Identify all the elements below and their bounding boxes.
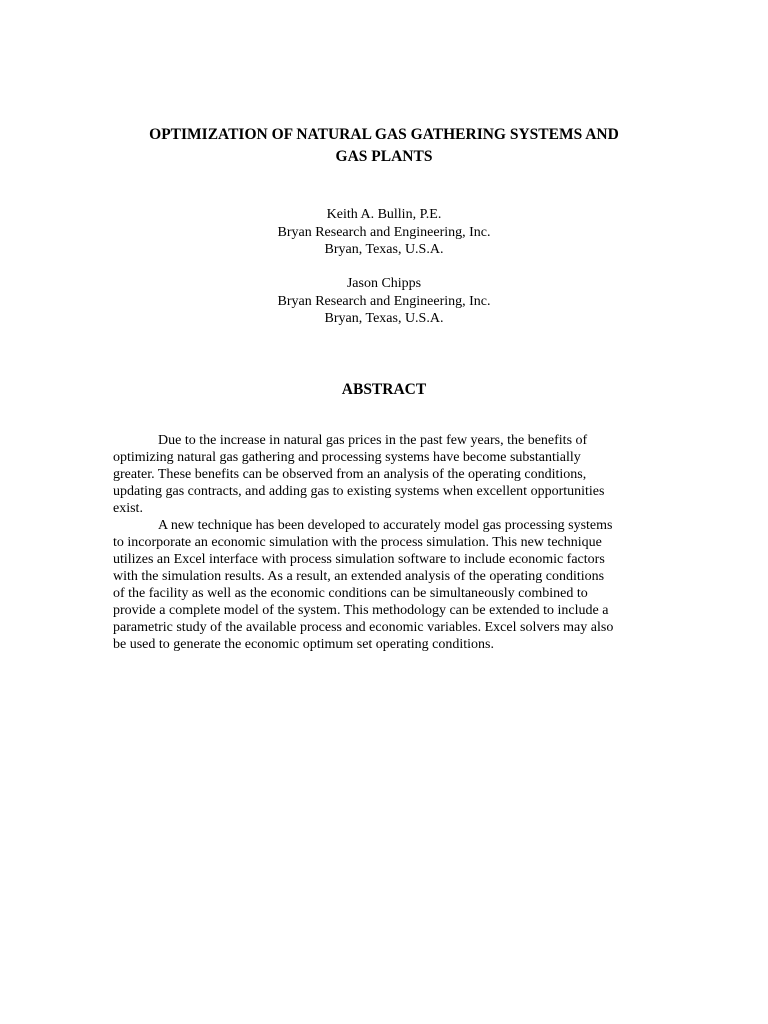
abstract-line: utilizes an Excel interface with process simulation software to include economic factors [113, 552, 605, 567]
abstract-line: exist. [113, 501, 143, 516]
paper-title-line: GAS PLANTS [335, 148, 433, 165]
abstract-line: parametric study of the available process and economic variables. Excel solvers may also [113, 620, 614, 635]
author-location: Bryan, Texas, U.S.A. [324, 242, 444, 257]
abstract-line: Due to the increase in natural gas prices in the past few years, the benefits of [158, 433, 588, 448]
paper-title-line: OPTIMIZATION OF NATURAL GAS GATHERING SYSTEMS AND [149, 126, 619, 143]
author-name: Keith A. Bullin, P.E. [326, 207, 442, 222]
author-affiliation: Bryan Research and Engineering, Inc. [277, 224, 491, 240]
author-block-1 [100, 206, 668, 259]
author-affiliation: Bryan Research and Engineering, Inc. [277, 293, 491, 309]
abstract-line: optimizing natural gas gathering and processing systems have become substantially [113, 450, 581, 465]
author-name: Jason Chipps [346, 276, 422, 291]
abstract-line: greater. These benefits can be observed from an analysis of the operating conditions, [113, 467, 587, 482]
abstract-line: to incorporate an economic simulation with the process simulation. This new technique [113, 535, 602, 550]
abstract-line: be used to generate the economic optimum set operating conditions. [113, 637, 495, 652]
author-location: Bryan, Texas, U.S.A. [324, 311, 444, 326]
author-block-2 [100, 275, 668, 328]
paper-title [100, 124, 668, 168]
abstract-line: updating gas contracts, and adding gas to existing systems when excellent opportunities [113, 484, 605, 499]
abstract-body [113, 432, 673, 653]
abstract-line: provide a complete model of the system. This methodology can be extended to include a [113, 603, 609, 618]
abstract-line: with the simulation results. As a result, an extended analysis of the operating conditions [113, 569, 605, 584]
abstract-heading: ABSTRACT [341, 381, 427, 398]
abstract-line: A new technique has been developed to accurately model gas processing systems [158, 518, 613, 533]
abstract-line: of the facility as well as the economic conditions can be simultaneously combined to [113, 586, 588, 601]
